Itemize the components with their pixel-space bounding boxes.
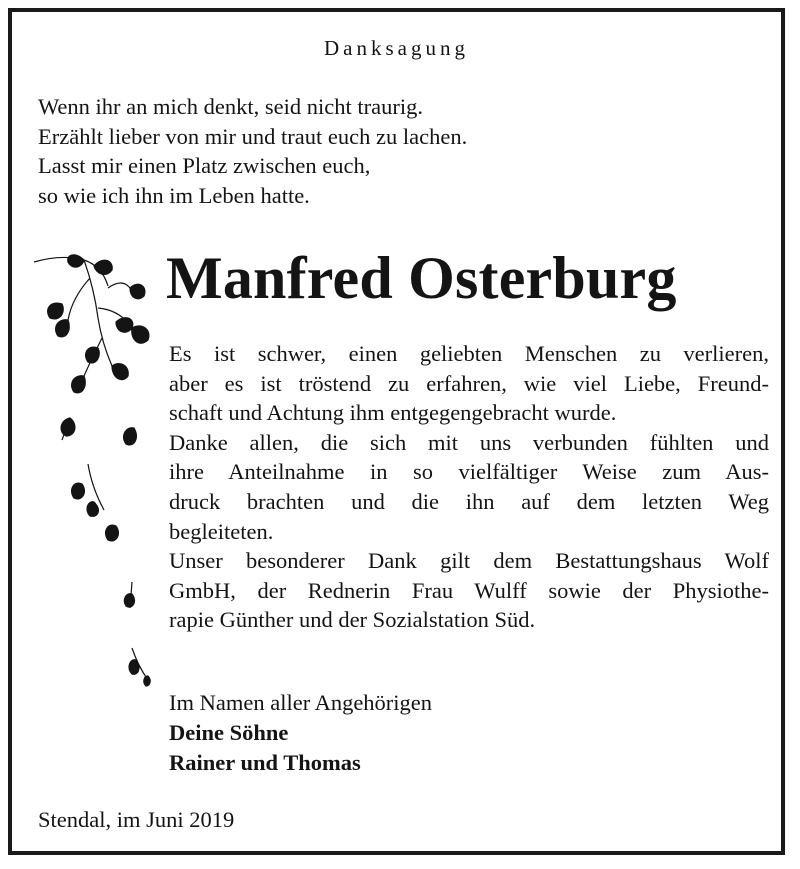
body-line: Unser besonderer Dank gilt dem Bestattungshaus Wolf	[169, 548, 769, 574]
body-line: begleiteten.	[169, 518, 274, 544]
signoff-intro: Im Namen aller Angehörigen	[169, 690, 433, 715]
deceased-name: Manfred Osterburg	[166, 245, 677, 311]
notice-heading: Danksagung	[324, 36, 469, 60]
body-line: aber es ist tröstend zu erfahren, wie viel Liebe, Freund-	[169, 370, 769, 396]
signoff-relation: Deine Söhne	[169, 720, 289, 745]
body-line: Es ist schwer, einen geliebten Menschen zu verlieren,	[169, 341, 769, 366]
body-line: GmbH, der Rednerin Frau Wulff sowie der Physiothe-	[169, 577, 769, 603]
poem-line: Wenn ihr an mich denkt, seid nicht traurig.	[38, 94, 423, 119]
body-line: ihre Anteilnahme in so vielfältiger Weise zum Aus-	[169, 459, 769, 485]
body-line: Danke allen, die sich mit uns verbunden fühlten und	[169, 429, 769, 455]
poem-line: Erzählt lieber von mir und traut euch zu lachen.	[38, 123, 468, 149]
thank-you-text	[169, 339, 769, 635]
falling-leaves-icon	[32, 248, 172, 698]
signoff-names: Rainer und Thomas	[169, 750, 361, 775]
signoff	[169, 688, 432, 778]
poem	[38, 92, 467, 210]
body-line: rapie Günther und der Sozialstation Süd.	[169, 607, 536, 633]
poem-line: so wie ich ihn im Leben hatte.	[38, 182, 310, 208]
place-date: Stendal, im Juni 2019	[38, 807, 235, 832]
obituary-notice	[8, 8, 785, 855]
body-line: druck brachten und die ihn auf dem letzten Weg	[169, 488, 769, 514]
poem-line: Lasst mir einen Platz zwischen euch,	[38, 153, 371, 178]
body-line: schaft und Achtung ihm entgegengebracht wurde.	[169, 400, 617, 426]
